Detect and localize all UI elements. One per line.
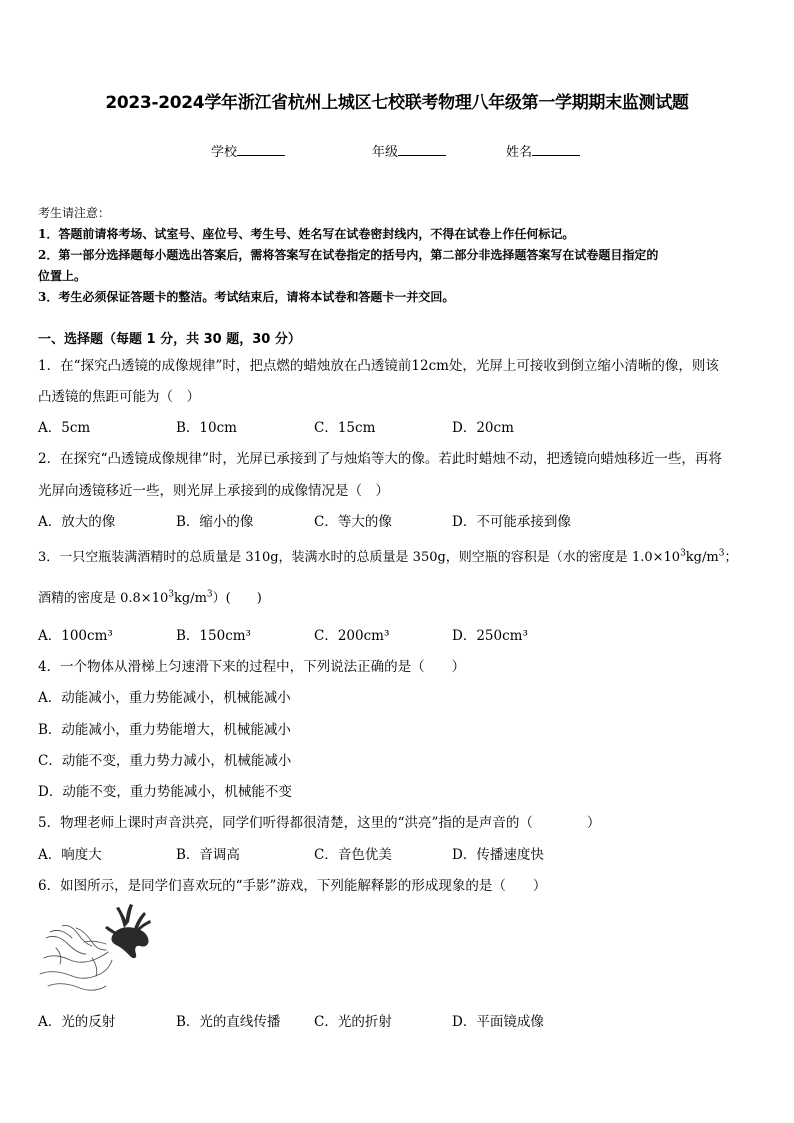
question-1-option-d[interactable]: D．20cm — [452, 420, 514, 436]
question-2-stem-cont: 光屏向透镜移近一些，则光屏上承接到的成像情况是（ ） — [38, 483, 389, 499]
question-6-option-d[interactable]: D．平面镜成像 — [452, 1014, 544, 1030]
question-5-stem: 5．物理老师上课时声音洪亮，同学们听得都很清楚，这里的“洪亮”指的是声音的（ ） — [38, 815, 601, 831]
question-6-stem: 6．如图所示，是同学们喜欢玩的“手影”游戏，下列能解释影的形成现象的是（ ） — [38, 878, 547, 894]
question-5-option-c[interactable]: C．音色优美 — [314, 847, 392, 863]
question-4-stem: 4．一个物体从滑梯上匀速滑下来的过程中，下列说法正确的是（ ） — [38, 659, 466, 675]
question-3-stem-cont: 酒精的密度是 $0.8\times 10^3kg/m^3$）( ) — [38, 589, 262, 606]
question-2-option-c[interactable]: C．等大的像 — [314, 514, 392, 530]
question-4-option-c[interactable]: C．动能不变，重力势力减小，机械能减小 — [38, 753, 292, 769]
notice-item: 位置上。 — [38, 269, 87, 283]
question-3-stem: 3．一只空瓶装满酒精时的总质量是 310g，装满水时的总质量是 350g，则空瓶的容积是（水的密度是 $1.0\times 10^3kg/m^3$； — [38, 548, 738, 565]
question-6-option-c[interactable]: C．光的折射 — [314, 1014, 392, 1030]
hands-outline-icon — [40, 925, 112, 990]
notice-heading: 考生请注意： — [38, 206, 111, 220]
exam-title: 2023-2024学年浙江省杭州上城区七校联考物理八年级第一学期期末监测试题 — [105, 93, 689, 113]
hand-shadow-figure — [36, 898, 164, 998]
question-1-stem-cont: 凸透镜的焦距可能为（ ） — [38, 389, 200, 405]
question-5-option-b[interactable]: B．音调高 — [176, 847, 240, 863]
notice-item: 3．考生必须保证答题卡的整洁。考试结束后，请将本试卷和答题卡一并交回。 — [38, 290, 455, 304]
question-2-option-d[interactable]: D．不可能承接到像 — [452, 514, 571, 530]
question-6-option-b[interactable]: B．光的直线传播 — [176, 1014, 281, 1030]
question-3-option-b[interactable]: B．150cm³ — [176, 628, 251, 644]
question-1-stem: 1．在“探究凸透镜的成像规律”时，把点燃的蜡烛放在凸透镜前12cm处，光屏上可接收到倒立缩小清晰的像，则该 — [38, 358, 719, 374]
question-4-option-b[interactable]: B．动能减小，重力势能增大，机械能减小 — [38, 722, 291, 738]
student-info-row — [0, 141, 794, 161]
school-field[interactable]: 学校 — [211, 141, 285, 160]
grade-blank[interactable] — [398, 143, 446, 156]
name-blank[interactable] — [532, 143, 580, 156]
question-2-stem: 2．在探究“凸透镜成像规律”时，光屏已承接到了与烛焰等大的像。若此时蜡烛不动，把透镜向蜡烛移近一些，再将 — [38, 451, 722, 467]
question-3-option-d[interactable]: D．250cm³ — [452, 628, 528, 644]
question-1-option-c[interactable]: C．15cm — [314, 420, 376, 436]
question-5-option-d[interactable]: D．传播速度快 — [452, 847, 544, 863]
deer-shadow-icon — [105, 904, 151, 958]
question-2-option-a[interactable]: A．放大的像 — [38, 514, 116, 530]
question-6-option-a[interactable]: A．光的反射 — [38, 1014, 116, 1030]
question-4-option-d[interactable]: D．动能不变，重力势能减小，机械能不变 — [38, 784, 292, 800]
section-heading: 一、选择题（每题 1 分，共 30 题，30 分） — [38, 332, 301, 347]
notice-item: 2．第一部分选择题每小题选出答案后，需将答案写在试卷指定的括号内，第二部分非选择题答案写在试卷题目指定的 — [38, 248, 659, 262]
name-field[interactable]: 姓名 — [506, 141, 580, 160]
question-5-option-a[interactable]: A．响度大 — [38, 847, 102, 863]
notice-item: 1．答题前请将考场、试室号、座位号、考生号、姓名写在试卷密封线内，不得在试卷上作任何标记。 — [38, 227, 575, 241]
question-3-option-c[interactable]: C．200cm³ — [314, 628, 390, 644]
question-3-option-a[interactable]: A．100cm³ — [38, 628, 113, 644]
question-4-option-a[interactable]: A．动能减小，重力势能减小，机械能减小 — [38, 690, 291, 706]
school-blank[interactable] — [237, 143, 285, 156]
grade-field[interactable]: 年级 — [372, 141, 446, 160]
question-1-option-a[interactable]: A．5cm — [38, 420, 91, 436]
exam-notice — [38, 203, 758, 308]
question-2-option-b[interactable]: B．缩小的像 — [176, 514, 254, 530]
question-1-option-b[interactable]: B．10cm — [176, 420, 237, 436]
